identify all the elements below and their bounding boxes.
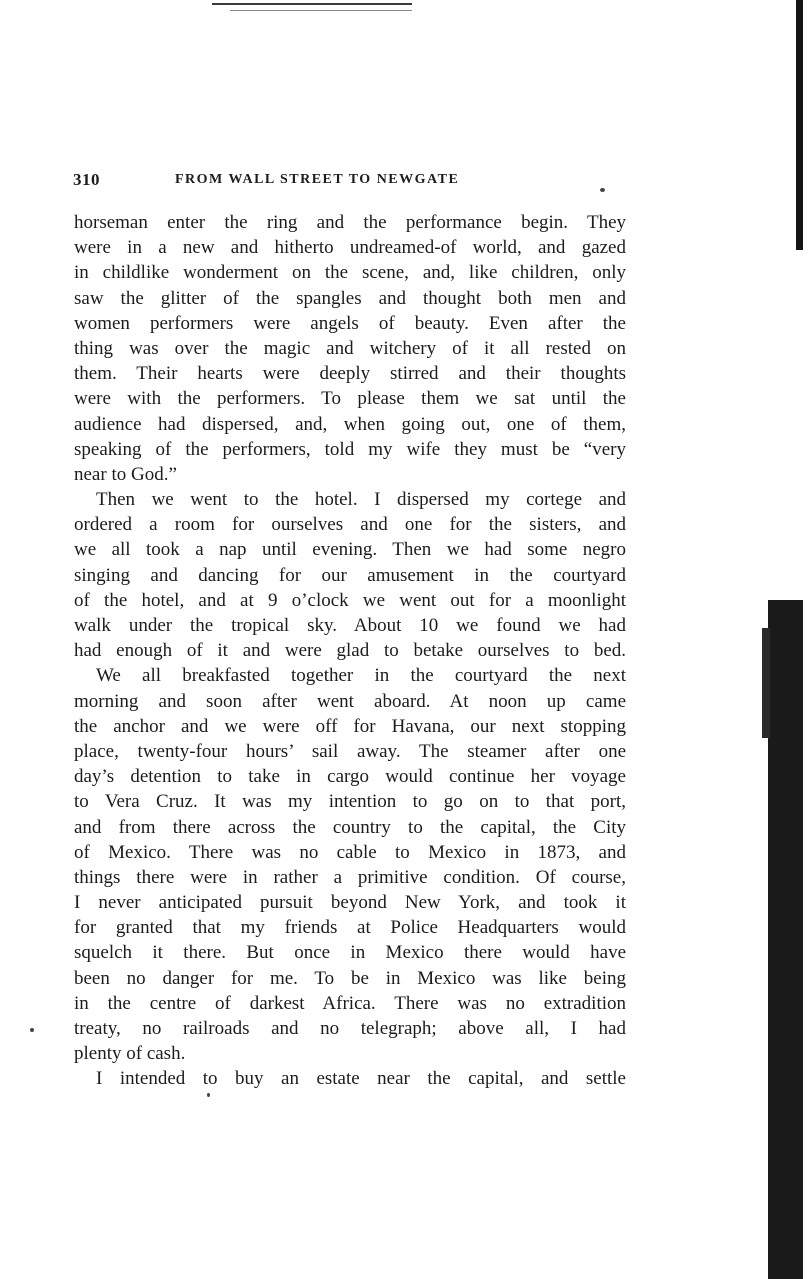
text-line: of the hotel, and at 9 o’clock we went out for a moonlight <box>74 589 626 611</box>
body-text <box>74 210 626 1092</box>
text-line: squelch it there. But once in Mexico there would have <box>74 942 626 964</box>
scan-speck <box>600 188 605 192</box>
top-edge-rule-thin <box>230 10 412 11</box>
text-line: speaking of the performers, told my wife they must be “very <box>74 438 626 460</box>
scan-edge-shadow-top <box>796 0 803 250</box>
scan-speck <box>30 1028 34 1032</box>
text-line: them. Their hearts were deeply stirred and their thoughts <box>74 363 626 385</box>
text-line: near to God.” <box>74 463 177 485</box>
text-line: and from there across the country to the capital, the City <box>74 816 626 838</box>
text-line: place, twenty-four hours’ sail away. The steamer after one <box>74 740 626 762</box>
text-line: morning and soon after went aboard. At noon up came <box>74 690 626 712</box>
text-line: I never anticipated pursuit beyond New York, and took it <box>74 892 626 914</box>
text-line: to Vera Cruz. It was my intention to go on to that port, <box>74 791 626 813</box>
scan-speck <box>207 1093 210 1097</box>
text-line: things there were in rather a primitive condition. Of course, <box>74 866 626 888</box>
scan-edge-shadow-notch <box>762 628 770 738</box>
text-line: the anchor and we were off for Havana, our next stopping <box>74 715 626 737</box>
page-number: 310 <box>73 170 100 189</box>
text-line: were in a new and hitherto undreamed-of world, and gazed <box>74 237 626 259</box>
text-line: in childlike wonderment on the scene, and, like children, only <box>74 262 626 284</box>
text-line: in the centre of darkest Africa. There was no extradition <box>74 992 626 1014</box>
top-edge-rule <box>212 3 412 5</box>
running-header <box>73 170 633 194</box>
scan-edge-shadow-bottom <box>768 600 803 1279</box>
text-line: Then we went to the hotel. I dispersed my cortege and <box>96 489 626 511</box>
text-line: I intended to buy an estate near the capital, and settle <box>96 1068 626 1090</box>
text-line: we all took a nap until evening. Then we had some negro <box>74 539 626 561</box>
text-line: treaty, no railroads and no telegraph; above all, I had <box>74 1018 626 1039</box>
running-title: FROM WALL STREET TO NEWGATE <box>175 172 460 187</box>
text-line: been no danger for me. To be in Mexico was like being <box>74 967 626 989</box>
text-line: saw the glitter of the spangles and thought both men and <box>74 287 626 309</box>
text-line: audience had dispersed, and, when going out, one of them, <box>74 413 626 435</box>
text-line: day’s detention to take in cargo would continue her voyage <box>74 766 626 788</box>
text-line: ordered a room for ourselves and one for the sisters, and <box>74 514 626 536</box>
text-line: had enough of it and were glad to betake ourselves to bed. <box>74 640 626 662</box>
text-line: of Mexico. There was no cable to Mexico in 1873, and <box>74 841 626 863</box>
text-line: plenty of cash. <box>74 1043 186 1065</box>
text-line: were with the performers. To please them we sat until the <box>74 388 626 410</box>
text-line: walk under the tropical sky. About 10 we found we had <box>74 615 626 636</box>
text-line: singing and dancing for our amusement in the courtyard <box>74 564 626 586</box>
text-line: horseman enter the ring and the performance begin. They <box>74 212 626 233</box>
text-line: for granted that my friends at Police Headquarters would <box>74 917 626 939</box>
text-line: thing was over the magic and witchery of it all rested on <box>74 337 626 359</box>
text-line: We all breakfasted together in the courtyard the next <box>96 665 626 687</box>
text-line: women performers were angels of beauty. Even after the <box>74 312 626 334</box>
